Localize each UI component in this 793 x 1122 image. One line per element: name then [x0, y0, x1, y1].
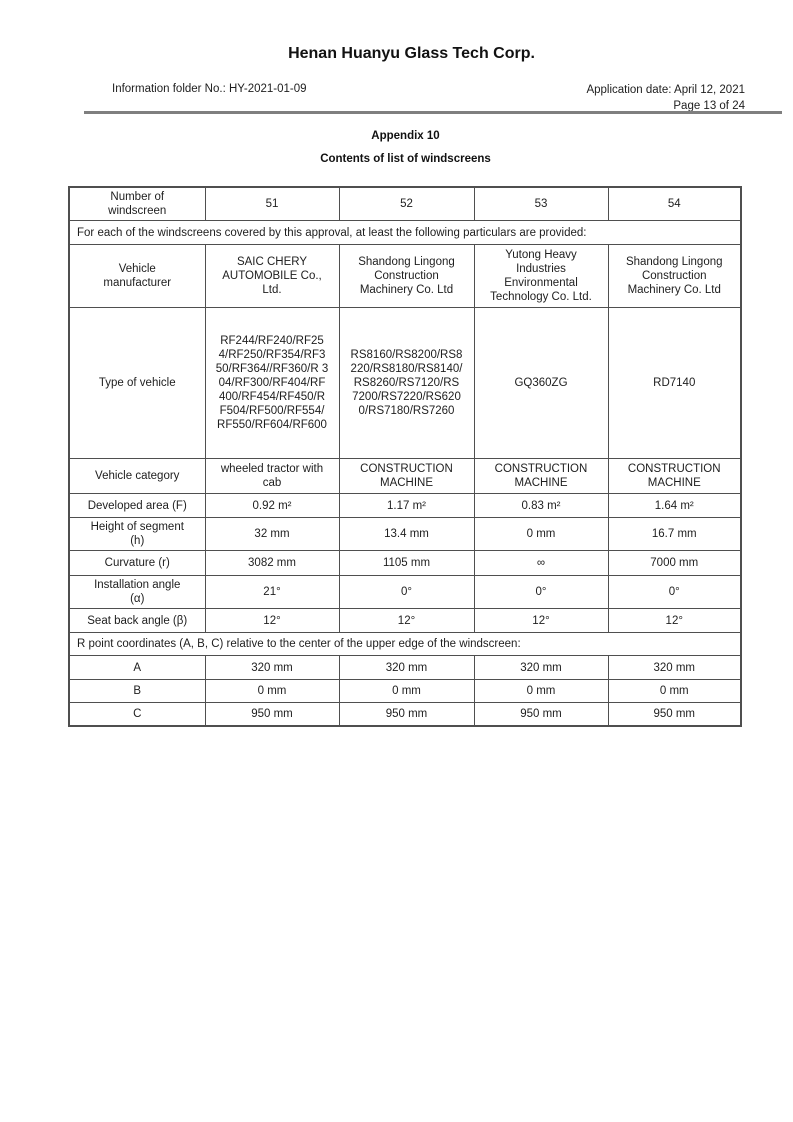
table-row-rpoint-note [69, 633, 741, 656]
category-53: CONSTRUCTION MACHINE [474, 459, 608, 494]
row-label-curvature: Curvature (r) [69, 551, 205, 576]
header-divider [84, 111, 782, 114]
rpoint-b-52: 0 mm [339, 680, 474, 703]
rpoint-c-51: 950 mm [205, 703, 339, 726]
rpoint-b-51: 0 mm [205, 680, 339, 703]
installation-53: 0° [474, 576, 608, 609]
rpoint-c-53: 950 mm [474, 703, 608, 726]
windscreen-number-52: 52 [339, 187, 474, 221]
table-row-rpoint-c [69, 703, 741, 726]
segment-52: 13.4 mm [339, 518, 474, 551]
row-label-c: C [69, 703, 205, 726]
curvature-53: ∞ [474, 551, 608, 576]
rpoint-a-52: 320 mm [339, 656, 474, 680]
manufacturer-51: SAIC CHERY AUTOMOBILE Co., Ltd. [205, 245, 339, 308]
row-label-segment: Height of segment (h) [69, 518, 205, 551]
appendix-title: Appendix 10 [371, 130, 440, 142]
rpoint-b-53: 0 mm [474, 680, 608, 703]
curvature-52: 1105 mm [339, 551, 474, 576]
approval-note: For each of the windscreens covered by this approval, at least the following particulars are provided: [69, 221, 741, 245]
windscreen-number-53: 53 [474, 187, 608, 221]
rpoint-a-54: 320 mm [608, 656, 741, 680]
manufacturer-54: Shandong Lingong Construction Machinery Co. Ltd [608, 245, 741, 308]
category-54: CONSTRUCTION MACHINE [608, 459, 741, 494]
windscreen-number-51: 51 [205, 187, 339, 221]
row-label-manufacturer: Vehicle manufacturer [69, 245, 205, 308]
curvature-54: 7000 mm [608, 551, 741, 576]
table-row-rpoint-a [69, 656, 741, 680]
row-label-seatback: Seat back angle (β) [69, 609, 205, 633]
rpoint-b-54: 0 mm [608, 680, 741, 703]
area-53: 0.83 m² [474, 494, 608, 518]
table-row-curvature [69, 551, 741, 576]
seatback-54: 12° [608, 609, 741, 633]
manufacturer-53: Yutong Heavy Industries Environmental Technology Co. Ltd. [474, 245, 608, 308]
row-label-b: B [69, 680, 205, 703]
table-row-seat-back-angle [69, 609, 741, 633]
table-row-rpoint-b [69, 680, 741, 703]
table-row-installation-angle [69, 576, 741, 609]
table-row-note [69, 221, 741, 245]
installation-51: 21° [205, 576, 339, 609]
area-54: 1.64 m² [608, 494, 741, 518]
row-label-type: Type of vehicle [69, 308, 205, 459]
area-52: 1.17 m² [339, 494, 474, 518]
rpoint-a-51: 320 mm [205, 656, 339, 680]
row-label-installation: Installation angle (α) [69, 576, 205, 609]
manufacturer-52: Shandong Lingong Construction Machinery Co. Ltd [339, 245, 474, 308]
seatback-52: 12° [339, 609, 474, 633]
row-label-number: Number of windscreen [69, 187, 205, 221]
vehicle-type-54: RD7140 [608, 308, 741, 459]
table-row-type-of-vehicle [69, 308, 741, 459]
windscreen-number-54: 54 [608, 187, 741, 221]
company-title: Henan Huanyu Glass Tech Corp. [288, 45, 535, 62]
appendix-subtitle: Contents of list of windscreens [320, 153, 491, 165]
vehicle-type-51: RF244/RF240/RF254/RF250/RF354/RF350/RF364//RF360/R 304/RF300/RF404/RF400/RF454/RF450/RF504/RF500/RF554/ RF550/RF604/RF600 [205, 308, 339, 459]
category-52: CONSTRUCTION MACHINE [339, 459, 474, 494]
table-row-number-of-windscreen [69, 187, 741, 221]
seatback-53: 12° [474, 609, 608, 633]
application-date: Application date: April 12, 2021 [586, 84, 745, 96]
page-number: Page 13 of 24 [673, 99, 745, 112]
row-label-area: Developed area (F) [69, 494, 205, 518]
row-label-a: A [69, 656, 205, 680]
rpoint-note: R point coordinates (A, B, C) relative to the center of the upper edge of the windscreen: [69, 633, 741, 656]
vehicle-type-52: RS8160/RS8200/RS8220/RS8180/RS8140/RS8260/RS7120/RS 7200/RS7220/RS6200/RS7180/RS7260 [339, 308, 474, 459]
rpoint-c-52: 950 mm [339, 703, 474, 726]
installation-54: 0° [608, 576, 741, 609]
table-row-height-of-segment [69, 518, 741, 551]
application-info [586, 83, 745, 114]
curvature-51: 3082 mm [205, 551, 339, 576]
table-row-developed-area [69, 494, 741, 518]
segment-54: 16.7 mm [608, 518, 741, 551]
table-row-vehicle-category [69, 459, 741, 494]
table-row-vehicle-manufacturer [69, 245, 741, 308]
segment-51: 32 mm [205, 518, 339, 551]
area-51: 0.92 m² [205, 494, 339, 518]
windscreen-table [68, 186, 742, 727]
rpoint-c-54: 950 mm [608, 703, 741, 726]
info-folder-number: Information folder No.: HY-2021-01-09 [112, 83, 307, 95]
row-label-category: Vehicle category [69, 459, 205, 494]
vehicle-type-53: GQ360ZG [474, 308, 608, 459]
seatback-51: 12° [205, 609, 339, 633]
category-51: wheeled tractor with cab [205, 459, 339, 494]
segment-53: 0 mm [474, 518, 608, 551]
installation-52: 0° [339, 576, 474, 609]
rpoint-a-53: 320 mm [474, 656, 608, 680]
